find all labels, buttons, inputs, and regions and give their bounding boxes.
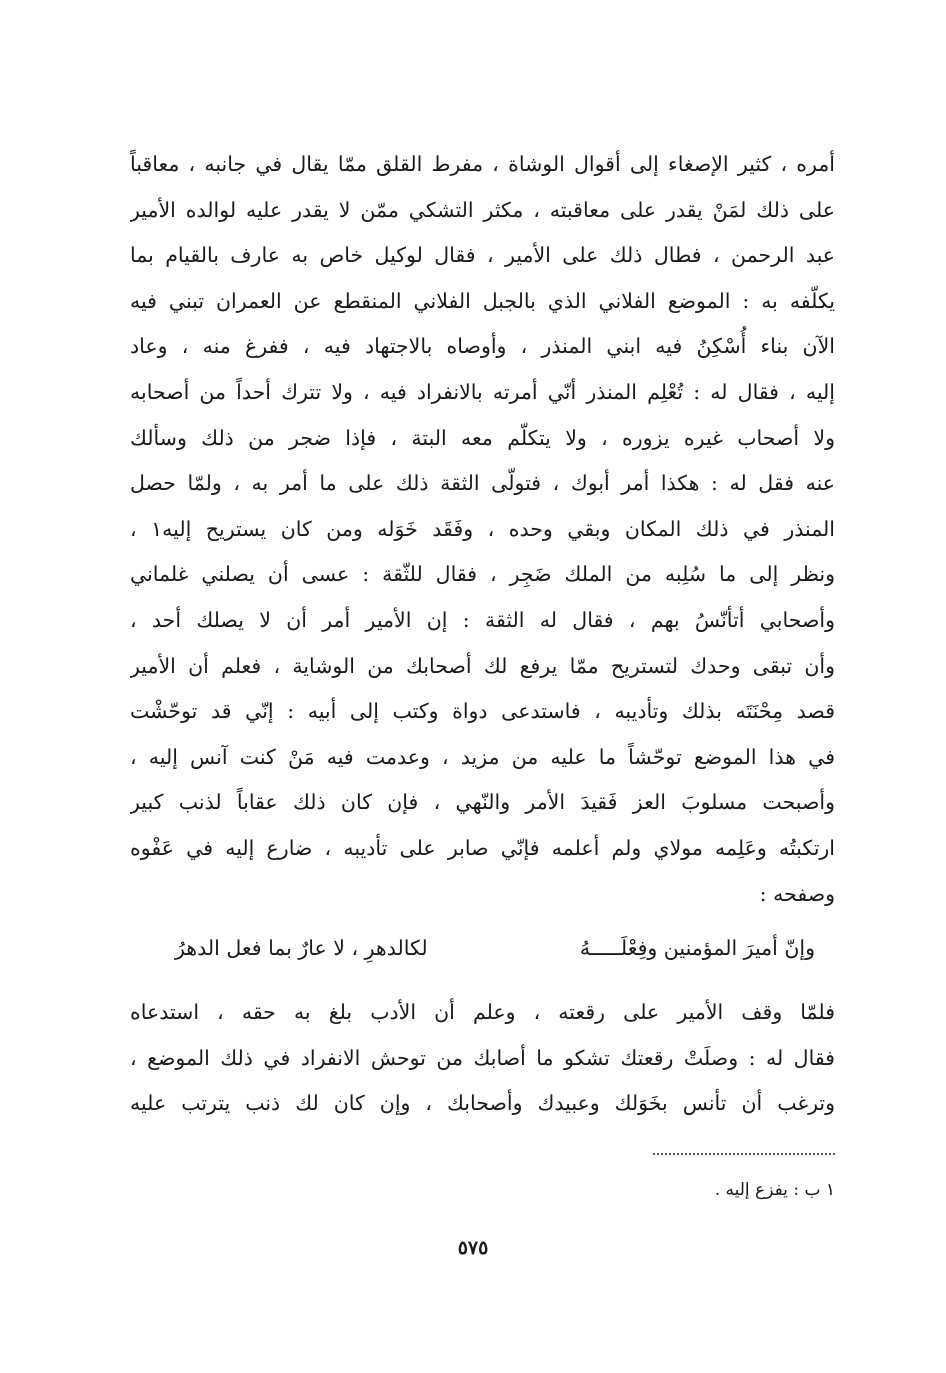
page-number: ٥٧٥ — [457, 1237, 489, 1259]
text-line: قصد مِحْنَتَه بذلك وتأديبه ، فاستدعى دواة وكتب إلى أبيه : إنّي قد توحّشْت — [130, 699, 835, 724]
text-line: في هذا الموضع توحّشاً ما عليه من مزيد ، وعدمت فيه مَنْ كنت آنس إليه ، — [130, 744, 835, 769]
text-line: على ذلك لمَنْ يقدر على معاقبته ، مكثر التشكي ممّن لا يقدر عليه لوالده الأمير — [130, 197, 835, 222]
main-paragraph — [130, 142, 835, 917]
text-line: وصفحه : — [759, 881, 835, 906]
text-line: فلمّا وقف الأمير على رقعته ، وعلم أن الأدب بلغ به حقه ، استدعاه — [130, 1000, 835, 1024]
text-line: وترغب أن تأنس بخَوَلك وعبيدك وأصحابك ، وإن كان لك ذنب يترتب عليه — [130, 1091, 835, 1116]
text-line: ارتكبتُه وعَلِمه مولاي ولم أعلمه فإنّي صابر على تأديبه ، ضارع إليه في عَفْوه — [130, 835, 835, 860]
text-line: المنذر في ذلك المكان وبقي وحده ، وفَقَد خَوَله ومن كان يستريح إليه١ ، — [130, 516, 835, 541]
text-line: إليه ، فقال له : تُعْلِم المنذر أنّي أمرته بالانفراد فيه ، ولا تترك أحداً من أصحابه — [130, 379, 835, 404]
footnote: ١ ب : يفزع إليه . — [714, 1180, 835, 1200]
text-line: وأصبحت مسلوبَ العز فَقيدَ الأمر والنّهي ، فإن كان ذلك عقاباً لذنب كبير — [130, 790, 835, 815]
text-line: عبد الرحمن ، فطال ذلك على الأمير ، فقال لوكيل خاص به عارف بالقيام بما — [130, 243, 835, 268]
poetry-verse — [175, 925, 815, 971]
text-line: ونظر إلى ما سُلِبه من الملك ضَجِر ، فقال للثّقة : عسى أن يصلني غلماني — [130, 562, 835, 587]
text-line: وأن تبقى وحدك لتستريح ممّا يرفع لك أصحابك من الوشاية ، فعلم أن الأمير — [130, 653, 835, 678]
text-line: الآن بناء أُسْكِنُ فيه ابني المنذر ، وأوصاه بالاجتهاد فيه ، ففرغ منه ، وعاد — [130, 334, 835, 359]
text-line: يكلّفه به : الموضع الفلاني الذي بالجبل الفلاني المنقطع عن العمران تبني فيه — [130, 288, 835, 313]
verse-second-hemistich: لكالدهرِ ، لا عارٌ بما فعل الدهرُ — [175, 936, 428, 960]
text-line: وأصحابي أتأنّسُ بهم ، فقال له الثقة : إن الأمير أمر أن لا يصلك أحد ، — [130, 607, 835, 632]
verse-first-hemistich: وإنّ أميرَ المؤمنين وفِعْلَـــــهُ — [579, 936, 815, 960]
text-line: عنه فقل له : هكذا أمر أبوك ، فتولّى الثقة ذلك على ما أمر به ، ولمّا حصل — [130, 471, 835, 496]
second-paragraph — [130, 990, 835, 1127]
text-line: ولا أصحاب غيره يزوره ، ولا يتكلّم معه البتة ، فإذا ضجر من ذلك وسألك — [130, 425, 835, 450]
text-line: أمره ، كثير الإصغاء إلى أقوال الوشاة ، مفرط القلق ممّا يقال في جانبه ، معاقباً — [130, 152, 835, 176]
footnote-separator — [653, 1153, 835, 1155]
text-line: فقال له : وصلَتْ رقعتك تشكو ما أصابك من توحش الانفراد في ذلك الموضع ، — [130, 1045, 835, 1070]
